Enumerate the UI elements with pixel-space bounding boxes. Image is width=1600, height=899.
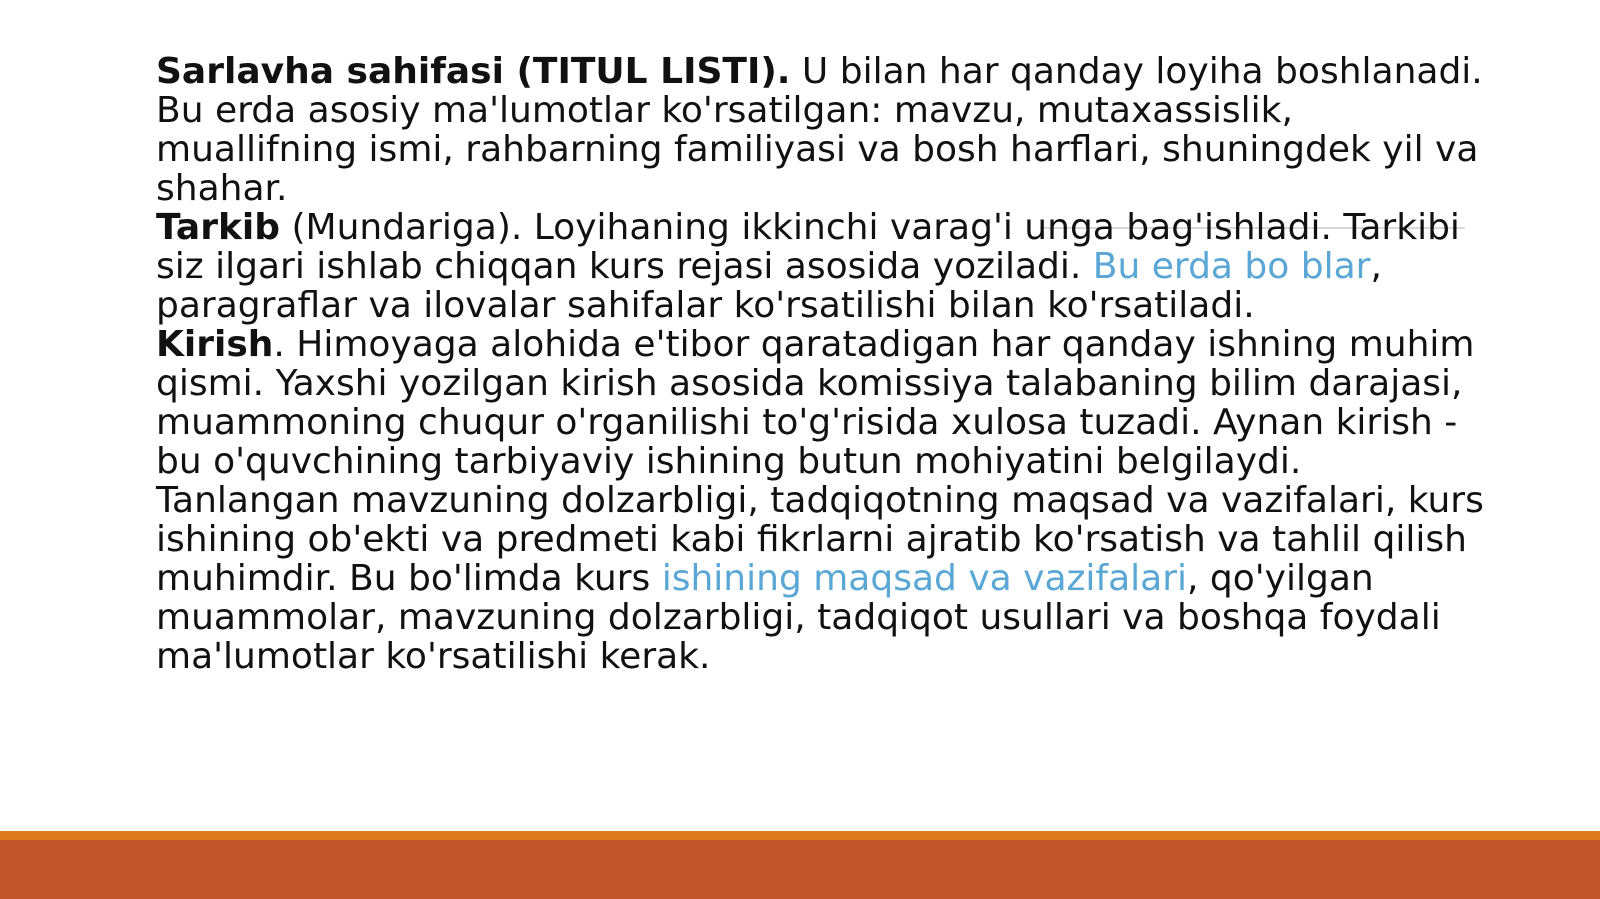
paragraph-title-page [156, 52, 1486, 208]
hyperlink[interactable]: ishining maqsad va vazifalari [661, 558, 1188, 599]
footer-accent-stripe [0, 831, 1600, 840]
paragraph-contents [156, 208, 1486, 325]
paragraph-heading: Sarlavha sahifasi (TITUL LISTI). [156, 51, 791, 92]
hyperlink[interactable]: Bu erda bo blar [1092, 246, 1371, 287]
paragraph-heading: Tarkib [156, 207, 281, 248]
paragraph-heading: Kirish [156, 324, 274, 365]
paragraph-text: , paragraflar va ilovalar sahifalar ko'rsatilishi bilan ko'rsatiladi. [156, 246, 1382, 326]
paragraph-text: (Mundariga). Loyihaning ikkinchi varag'i unga bag'ishladi. Tarkibi siz ilgari ishlab chiqqan kurs rejasi asosida yoziladi. [156, 207, 1460, 287]
slide-body-text [156, 52, 1486, 676]
paragraph-introduction [156, 325, 1486, 676]
footer-band [0, 840, 1600, 899]
paragraph-text: . Himoyaga alohida e'tibor qaratadigan har qanday ishning muhim qismi. Yaxshi yozilgan kirish asosida komissiya talabaning bilim darajasi, muammoning chuqur o'rganilishi to'g'risida xulosa tuzadi. Aynan kirish - bu o'quvchining tarbiyaviy ishining butun mohiyatini belgilaydi. Tanlangan mavzuning dolzarbligi, tadqiqotning maqsad va vazifalari, kurs ishining ob'ekti va predmeti kabi fikrlarni ajratib ko'rsatish va tahlil qilish muhimdir. Bu bo'limda kurs [156, 324, 1484, 599]
paragraph-text: , qo'yilgan muammolar, mavzuning dolzarbligi, tadqiqot usullari va boshqa foydali ma'lumotlar ko'rsatilishi kerak. [156, 558, 1441, 677]
paragraph-text: U bilan har qanday loyiha boshlanadi. Bu erda asosiy ma'lumotlar ko'rsatilgan: mavzu, mutaxassislik, muallifning ismi, rahbarning familiyasi va bosh harflari, shuningdek yil va shahar. [156, 51, 1483, 209]
